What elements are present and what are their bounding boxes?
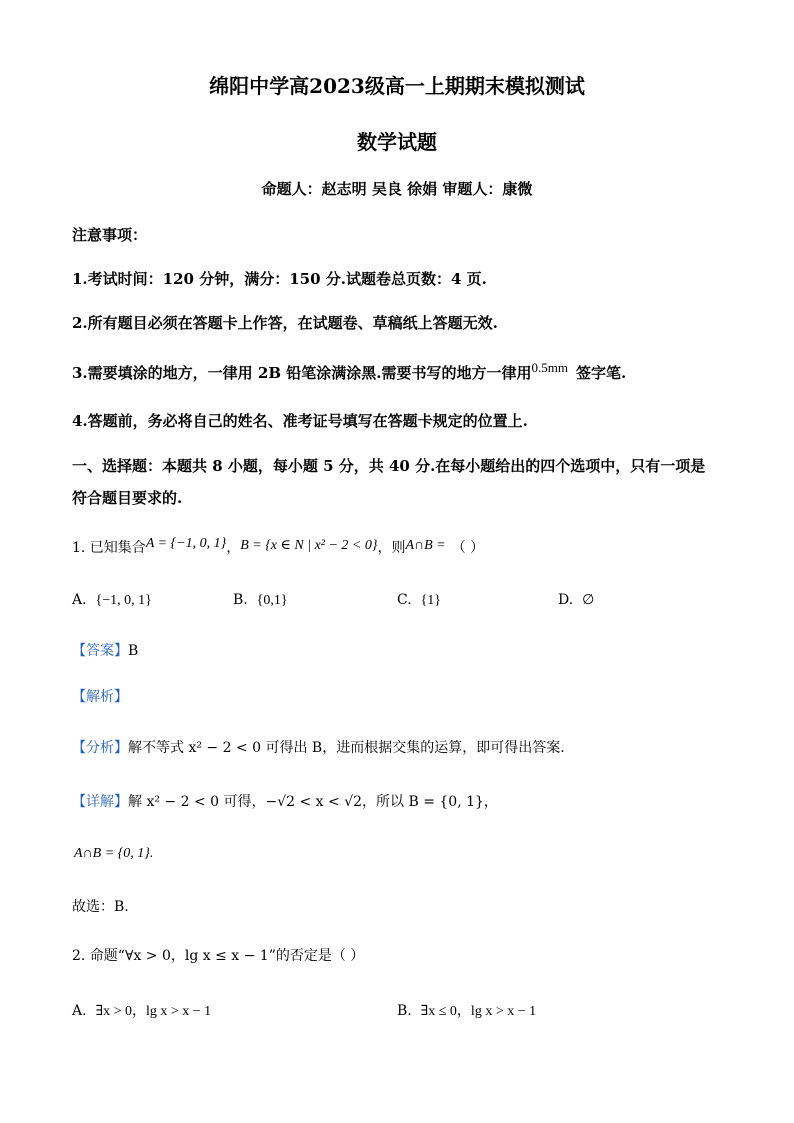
q1-xiangjie-line: [72, 791, 498, 811]
section-heading-line2: 符合题目要求的.: [72, 489, 183, 507]
section-heading-line1: 一、选择题：本题共 8 小题，每小题 5 分，共 40 分.在每小题给出的四个选项中，只有一项是: [72, 457, 706, 475]
notice-item-3-text: 3.需要填涂的地方，一律用 2B 铅笔涂满涂黑.需要书写的地方一律用: [72, 364, 532, 382]
q1-option-d: D. ∅: [558, 592, 595, 608]
q1-result: A∩B = {0, 1}.: [74, 846, 154, 861]
analysis-tag: 【解析】: [72, 689, 128, 705]
q1-option-a: A. {−1, 0, 1}: [72, 592, 152, 608]
q1-paren: （ ）: [451, 540, 485, 556]
q1-set-b: B = {x ∈ N | x² − 2 < 0}: [240, 538, 378, 553]
q1-option-b: B. {0,1}: [233, 592, 288, 608]
q1-answer: B: [128, 643, 139, 659]
q1-expr: A∩B =: [405, 538, 446, 553]
fenxi-tag: 【分析】: [72, 740, 128, 756]
q1-then: ，则: [377, 540, 406, 556]
notice-item-3: [72, 362, 626, 383]
q1-answer-line: [72, 640, 138, 660]
q1-fenxi-line: [72, 737, 565, 757]
q1-set-a: A = {−1, 0, 1}: [145, 536, 227, 551]
notice-item-3-end: 签字笔.: [575, 364, 627, 382]
xiangjie-tag: 【详解】: [72, 794, 128, 810]
q1-choose: 故选：B.: [72, 899, 129, 915]
q1-prefix: 1. 已知集合: [72, 540, 146, 556]
q1-comma: ，: [226, 540, 241, 556]
q2-stem: 2. 命题“∀x > 0，lg x ≤ x − 1”的否定是（ ）: [72, 948, 365, 964]
q1-option-c: C. {1}: [397, 592, 442, 608]
q1-stem: [72, 537, 484, 557]
notice-item-2: 2.所有题目必须在答题卡上作答，在试题卷、草稿纸上答题无效.: [72, 314, 498, 332]
exam-title: 绵阳中学高2023级高一上期期末模拟测试: [209, 74, 585, 98]
q2-option-b: B. ∃x ≤ 0，lg x > x − 1: [397, 1003, 537, 1019]
notice-heading: 注意事项：: [72, 226, 148, 244]
answer-tag: 【答案】: [72, 643, 128, 659]
q1-analysis-line: [72, 686, 128, 706]
q2-option-a: A. ∃x > 0，lg x > x − 1: [72, 1003, 212, 1019]
exam-subtitle: 数学试题: [357, 130, 437, 154]
notice-item-1: 1.考试时间：120 分钟，满分：150 分.试题卷总页数：4 页.: [72, 270, 487, 288]
q1-fenxi-text: 解不等式 x² − 2 < 0 可得出 B，进而根据交集的运算，即可得出答案.: [128, 740, 565, 756]
q1-xiangjie-text: 解 x² − 2 < 0 可得，−√2 < x < √2，所以 B = {0, 1}，: [128, 794, 498, 810]
notice-item-4: 4.答题前，务必将自己的姓名、准考证号填写在答题卡规定的位置上.: [72, 412, 528, 430]
notice-item-3-mm: 0.5mm: [531, 360, 568, 375]
authors-line: 命题人：赵志明 吴良 徐娟 审题人：康微: [261, 180, 533, 198]
